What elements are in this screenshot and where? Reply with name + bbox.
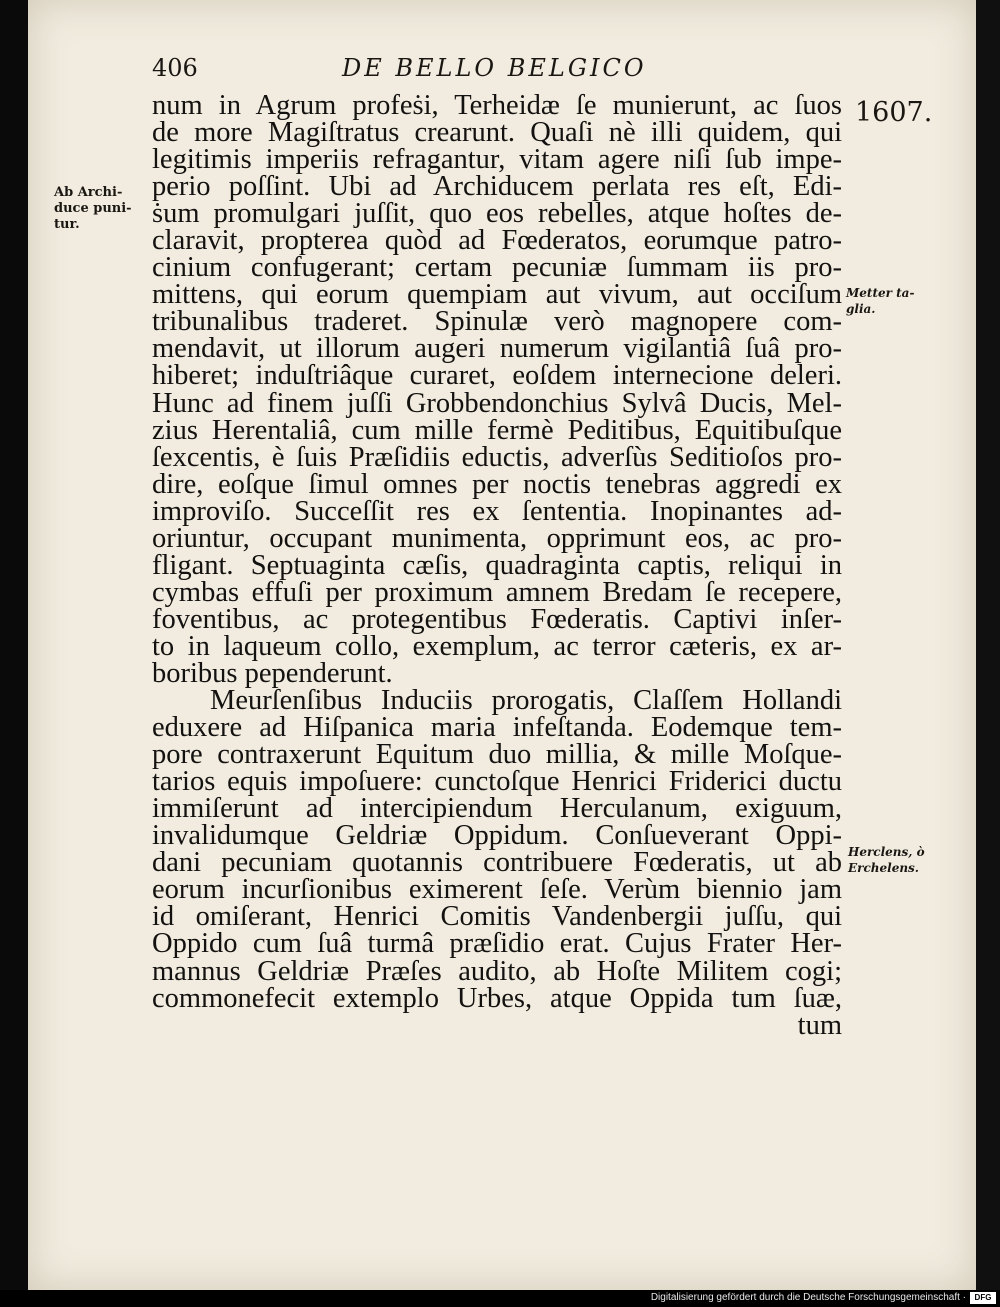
text-line: Hunc ad finem juſſi Grobbendonchius Sylvâ Ducis, Mel-: [152, 387, 842, 419]
text-line: mittens, qui eorum quempiam aut vivum, aut occiſum: [152, 279, 842, 311]
body-text: [152, 92, 842, 1039]
text-line: improviſo. Succeſſit res ex ſententia. Inopinantes ad-: [152, 495, 842, 527]
text-line: id omiſerant, Henrici Comitis Vandenbergii juſſu, qui: [152, 901, 842, 933]
text-line: pore contraxerunt Equitum duo millia, & mille Moſque-: [152, 739, 842, 771]
margin-note-line: glia.: [846, 302, 876, 316]
text-line: tarios equis impoſuere: cunctoſque Henrici Friderici ductu: [152, 766, 842, 798]
margin-note-line: tur.: [54, 217, 80, 232]
text-line: to in laqueum collo, exemplum, ac terror cæteris, ex ar-: [152, 630, 842, 662]
text-line: cinium confugerant; certam pecuniæ ſummam iis pro-: [152, 252, 842, 284]
text-line: mendavit, ut illorum augeri numerum vigilantiâ ſuâ pro-: [152, 333, 842, 365]
text-line: de more Magiſtratus crearunt. Quaſi nè illi quidem, qui: [152, 117, 842, 149]
text-line: tum: [797, 1009, 842, 1041]
text-line: oriuntur, occupant munimenta, opprimunt eos, ac pro-: [152, 522, 842, 554]
text-line: immiſerunt ad intercipiendum Herculanum, exiguum,: [152, 793, 842, 825]
scan-right-border: [976, 0, 1000, 1290]
text-line: fligant. Septuaginta cæſis, quadraginta captis, reliqui in: [152, 549, 842, 581]
margin-note-line: Herclens, ò: [848, 845, 925, 859]
margin-note-left: [54, 185, 149, 233]
text-line: hiberet; induſtriâque curaret, eoſdem internecione deleri.: [152, 360, 842, 392]
text-line: tribunalibus traderet. Spinulæ verò magnopere com-: [152, 306, 842, 338]
footer-credit: Digitalisierung gefördert durch die Deutsche Forschungsgemeinschaft ·: [650, 1292, 966, 1303]
dfg-logo: DFG: [970, 1292, 996, 1304]
year-marginal: 1607.: [855, 97, 933, 128]
text-line: claravit, propterea quòd ad Fœderatos, eorumque patro-: [152, 225, 842, 257]
text-line: perio poſſint. Ubi ad Archiducem perlata res eſt, Edi-: [152, 171, 842, 203]
text-line: foventibus, ac protegentibus Fœderatis. Captivi inſer-: [152, 603, 842, 635]
text-line: num in Agrum profeṡi, Terheidæ ſe munierunt, ac ſuos: [152, 90, 842, 121]
margin-note-right-1: [846, 285, 976, 317]
text-line: dire, eoſque ſimul omnes per noctis tenebras aggredi ex: [152, 468, 842, 500]
page-number: 406: [152, 54, 198, 82]
text-line: eduxere ad Hiſpanica maria infeſtanda. Eodemque tem-: [152, 712, 842, 744]
margin-note-right-2: [848, 844, 978, 876]
margin-note-line: Metter ta-: [846, 286, 915, 300]
running-title: DE BELLO BELGICO: [342, 54, 647, 82]
text-line: Oppido cum ſuâ turmâ præſidio erat. Cujus Frater Her-: [152, 928, 842, 960]
text-line: commonefecit extemplo Urbes, atque Oppida tum ſuæ,: [152, 982, 842, 1014]
text-line: legitimis imperiis refragantur, vitam agere niſi ſub impe-: [152, 144, 842, 176]
text-line: Meurſenſibus Induciis prorogatis, Claſſem Hollandi: [210, 685, 842, 717]
text-line: cymbas effuſi per proximum amnem Bredam ſe recepere,: [152, 576, 842, 608]
margin-note-line: Erchelens.: [848, 861, 919, 875]
text-line: eorum incurſionibus eximerent ſeſe. Verùm biennio jam: [152, 874, 842, 906]
text-line: zius Herentaliâ, cum mille fermè Peditibus, Equitibuſque: [152, 414, 842, 446]
digitization-footer: [0, 1290, 1000, 1307]
margin-note-line: duce puni-: [54, 201, 132, 216]
text-line: ſexcentis, è ſuis Præſidiis eductis, adverſùs Seditioſos pro-: [152, 441, 842, 473]
text-line: invalidumque Geldriæ Oppidum. Conſueverant Oppi-: [152, 820, 842, 852]
text-line: dani pecuniam quotannis contribuere Fœderatis, ut ab: [152, 847, 842, 879]
scan-left-border: [0, 0, 28, 1290]
text-line: mannus Geldriæ Præſes audito, ab Hoſte Militem cogi;: [152, 955, 842, 987]
text-line: ṡum promulgari juſſit, quo eos rebelles, atque hoſtes de-: [152, 198, 842, 230]
text-line: boribus pependerunt.: [152, 657, 393, 689]
margin-note-line: Ab Archi-: [54, 185, 123, 200]
